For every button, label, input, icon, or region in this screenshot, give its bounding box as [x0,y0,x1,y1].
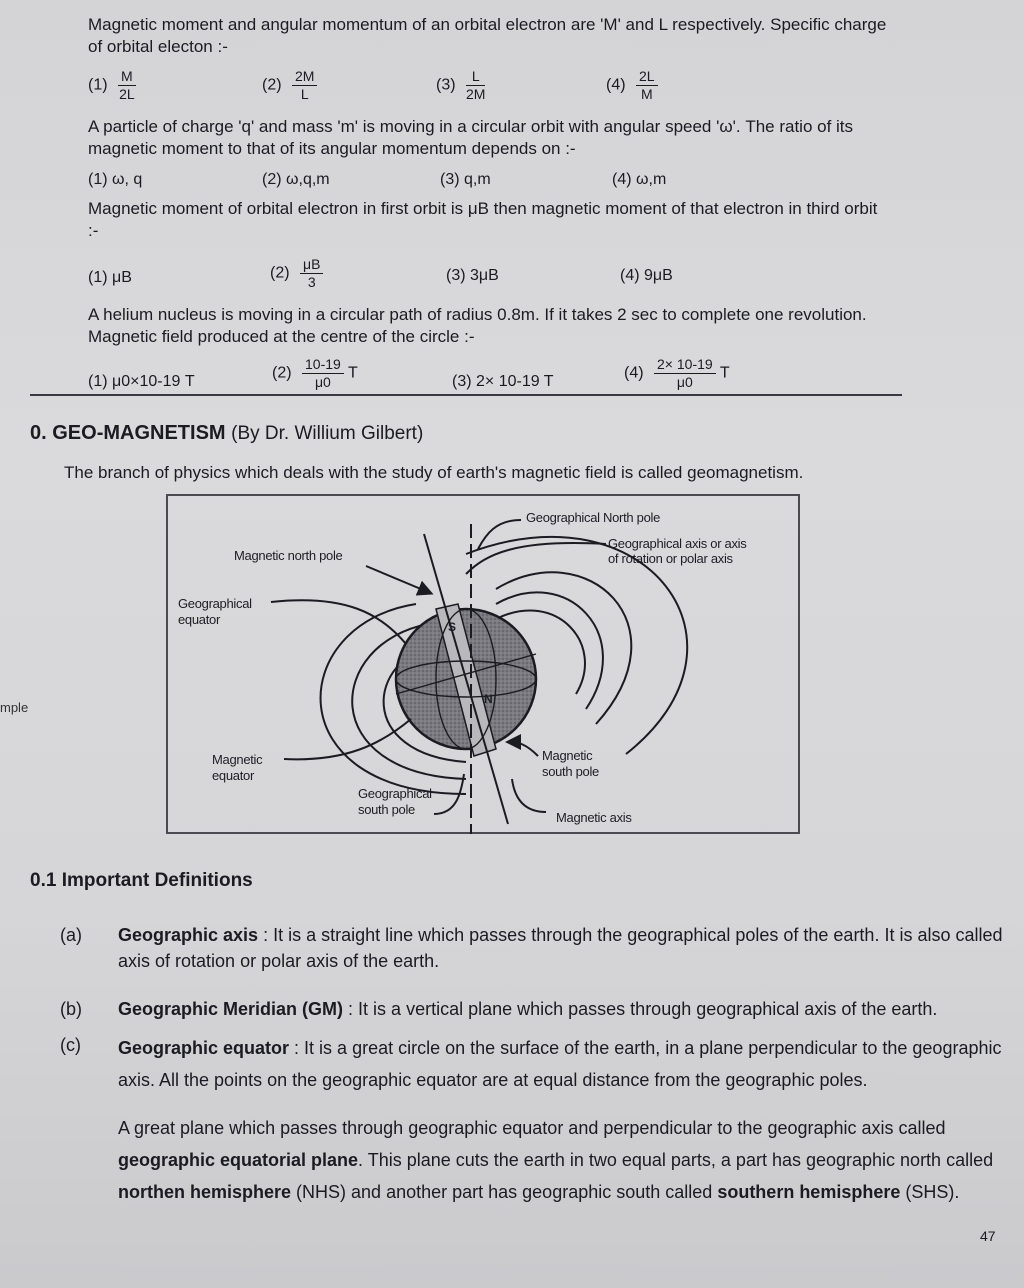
option-text: ω, q [112,171,143,188]
q3-option-2 [270,256,323,291]
divider-line [30,394,902,396]
q2-option-3 [440,170,491,190]
section-title: GEO-MAGNETISM [52,422,226,444]
q1-option-3 [436,68,485,103]
option-number: (4) [620,267,640,284]
option-number: (2) [262,76,282,94]
denominator: μ0 [314,374,331,390]
definition-tag: (a) [60,925,82,945]
q3-option-3 [446,266,499,286]
label-geographical-axis: Geographical axis or axis [608,536,747,551]
q4-option-1 [88,372,195,392]
label-pole-s: S [448,620,456,634]
option-number: (4) [606,76,626,94]
q2-option-2 [262,170,330,190]
question-text: Magnetic moment of orbital electron in first orbit is μB then magnetic moment of that electron in third orbit :- [88,199,878,240]
q1-option-1 [88,68,136,103]
option-text: μB [112,269,132,286]
paragraph-text: (NHS) and another part has geographic south called [296,1182,713,1202]
definition-term: Geographic Meridian (GM) [118,999,344,1019]
question-text: Magnetic moment and angular momentum of an orbital electron are 'M' and L respectively. Specific charge of orbital electon :- [88,15,887,56]
label-geographical-south-pole: Geographical [358,786,432,801]
numerator: μB [300,256,323,274]
label-rotation-axis: of rotation or polar axis [608,551,733,566]
fraction [302,356,344,391]
fraction [636,68,658,103]
definition-text: : It is a straight line which passes through the geographical poles of the earth. It is also called axis of rotation or polar axis of the earth. [118,925,1003,971]
question-3 [88,198,888,242]
q4-option-2 [272,356,358,391]
q3-option-1 [88,268,132,288]
fraction [292,68,317,103]
q1-option-2 [262,68,317,103]
paragraph-text: . This plane cuts the earth in two equal parts, a part has geographic north called [358,1150,994,1170]
definition-body [118,922,1018,974]
label-magnetic-north-pole: Magnetic north pole [234,548,343,563]
denominator: L [300,86,309,102]
unit: T [719,364,730,382]
paragraph-text: (SHS). [905,1182,960,1202]
numerator: 10-19 [302,356,344,374]
paragraph-term: geographic equatorial plane [118,1150,359,1170]
label-geographical-south-pole-2: south pole [358,802,415,817]
section-number: 0. [30,422,47,444]
option-number: (1) [88,171,108,188]
option-number: (2) [270,264,290,282]
option-number: (4) [624,364,644,382]
option-number: (3) [452,373,472,390]
option-number: (1) [88,269,108,286]
option-number: (4) [612,171,632,188]
option-text: ω,q,m [286,171,330,188]
option-text: 2× 10-19 T [476,373,554,390]
question-4 [88,304,888,348]
label-geographical-north-pole: Geographical North pole [526,510,661,525]
margin-text: mple [0,700,29,715]
definition-term: Geographic axis [118,925,259,945]
option-number: (1) [88,373,108,390]
q2-option-4 [612,170,666,190]
question-2 [88,116,888,160]
fraction [118,68,136,103]
definition-text: : It is a vertical plane which passes through geographical axis of the earth. [348,999,938,1019]
definition-a [60,922,1010,978]
fraction [654,356,716,391]
pointer-mag-south [511,742,538,756]
option-text: μ0×10-19 T [112,373,195,390]
definitions-heading: 0.1 Important Definitions [30,870,253,891]
pointer-mag-equator [284,719,411,759]
label-magnetic-axis: Magnetic axis [556,810,632,825]
label-geographical-equator: Geographical [178,596,252,611]
numerator: L [466,68,485,86]
unit: T [347,364,358,382]
definition-term: Geographic equator [118,1038,290,1058]
section-intro: The branch of physics which deals with the study of earth's magnetic field is called geomagnetism. [64,463,804,482]
option-number: (3) [436,76,456,94]
definition-body [118,996,1018,1022]
question-text: A helium nucleus is moving in a circular path of radius 0.8m. If it takes 2 sec to complete one revolution. Magnetic field produced at the centre of the circle :- [88,305,867,346]
label-magnetic-south-pole-2: south pole [542,764,599,779]
label-magnetic-equator: Magnetic [212,752,263,767]
option-number: (2) [272,364,292,382]
definition-tag: (c) [60,1035,81,1055]
numerator: 2L [636,68,658,86]
section-subtitle: (By Dr. Willium Gilbert) [231,423,424,444]
pointer-geo-equator [271,600,406,644]
option-text: ω,m [636,171,667,188]
option-number: (2) [262,171,282,188]
label-magnetic-south-pole: Magnetic [542,748,593,763]
definition-tag: (b) [60,999,82,1019]
option-text: q,m [464,171,491,188]
q4-option-4 [624,356,730,391]
q4-option-3 [452,372,554,392]
numerator: 2M [292,68,317,86]
option-number: (3) [446,267,466,284]
paragraph-term: southern hemisphere [717,1182,901,1202]
fraction [466,68,485,103]
denominator: μ0 [676,374,693,390]
option-number: (3) [440,171,460,188]
paragraph-term: northen hemisphere [118,1182,292,1202]
definition-text: : It is a great circle on the surface of the earth, in a plane perpendicular to the geographic axis. All the points on the geographic equator are at equal distance from the geographic poles. [118,1038,1002,1090]
pointer-mag-north [366,566,428,592]
q2-option-1 [88,170,142,190]
label-pole-n: N [484,692,493,706]
denominator: 2M [466,86,486,102]
q1-option-4 [606,68,658,103]
fraction [300,256,323,291]
equatorial-plane-paragraph [118,1112,998,1208]
label-geographical-equator-2: equator [178,612,220,627]
label-magnetic-equator-2: equator [212,768,254,783]
paragraph-text: A great plane which passes through geographic equator and perpendicular to the geographic axis called [118,1118,946,1138]
pointer-geo-north [478,520,521,549]
denominator: 2L [119,86,135,102]
option-text: 9μB [644,267,673,284]
q3-option-4 [620,266,673,286]
denominator: 3 [307,274,316,290]
pointer-mag-axis [512,779,546,812]
question-text: A particle of charge 'q' and mass 'm' is moving in a circular orbit with angular speed 'ω'. The ratio of its magnetic moment to that of its angular momentum depends on :- [88,117,854,158]
denominator: M [640,86,653,102]
option-number: (1) [88,76,108,94]
option-text: 3μB [470,267,499,284]
page-number: 47 [980,1228,996,1244]
question-1 [88,14,888,58]
section-heading [30,422,423,445]
definition-body [118,1032,1018,1096]
numerator: M [118,68,136,86]
numerator: 2× 10-19 [654,356,716,374]
